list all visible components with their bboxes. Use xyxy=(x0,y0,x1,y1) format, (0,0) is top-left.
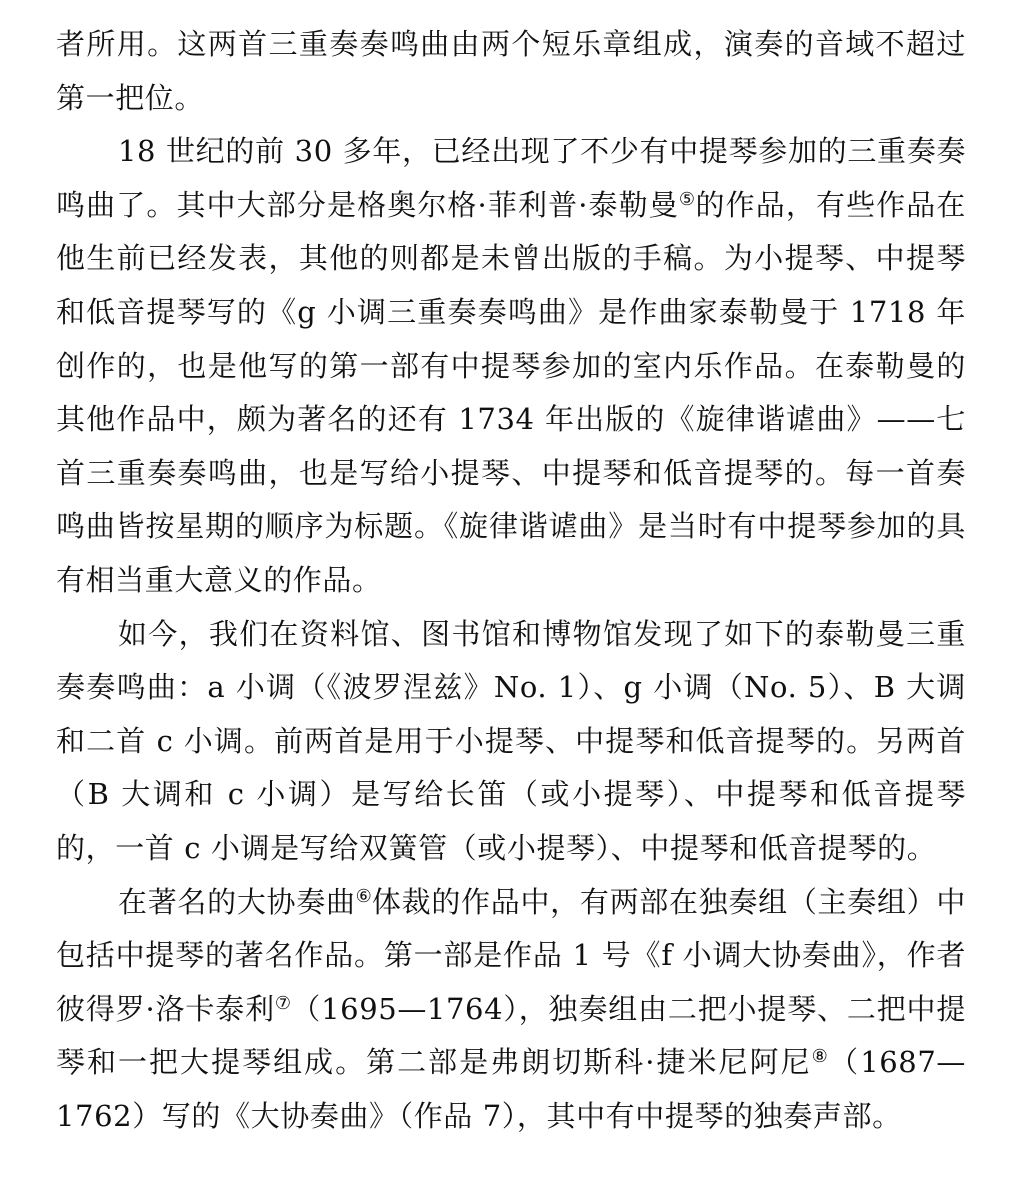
paragraph-4 xyxy=(56,876,966,1144)
footnote-marker-6: ⑥ xyxy=(355,885,372,907)
paragraph-text: （1687—1762）写的《大协奏曲》（作品 7），其中有中提琴的独奏声部。 xyxy=(56,1045,966,1133)
paragraph-text: 者所用。这两首三重奏奏鸣曲由两个短乐章组成，演奏的音域不超过第一把位。 xyxy=(56,27,966,115)
footnote-marker-5: ⑤ xyxy=(678,188,696,210)
paragraph-text: 18 世纪的前 30 多年，已经出现了不少有中提琴参加的三重奏奏鸣曲了。其中大部分是格奥尔格·菲利普·泰勒曼 xyxy=(56,134,966,222)
paragraph-text: 的作品，有些作品在他生前已经发表，其他的则都是未曾出版的手稿。为小提琴、中提琴和低音提琴写的《g 小调三重奏奏鸣曲》是作曲家泰勒曼于 1718 年创作的，也是他写的第一部有中提琴参加的室内乐作品。在泰勒曼的其他作品中，颇为著名的还有 1734 年出版的《旋律谐谑曲》——七首三重奏奏鸣曲，也是写给小提琴、中提琴和低音提琴的。每一首奏鸣曲皆按星期的顺序为标题。《旋律谐谑曲》是当时有中提琴参加的具有相当重大意义的作品。 xyxy=(56,187,966,597)
body-text xyxy=(56,18,966,1143)
paragraph-3 xyxy=(56,608,966,876)
footnote-marker-8: ⑧ xyxy=(811,1046,830,1068)
paragraph-text: （1695—1764），独奏组由二把小提琴、二把中提琴和一把大提琴组成。第二部是弗朗切斯科·捷米尼阿尼 xyxy=(56,991,966,1080)
paragraph-text: 在著名的大协奏曲 xyxy=(118,884,356,919)
paragraph-1 xyxy=(56,18,966,125)
paragraph-text: 体裁的作品中，有两部在独奏组（主奏组）中包括中提琴的著名作品。第一部是作品 1 号《f 小调大协奏曲》，作者彼得罗·洛卡泰利 xyxy=(56,884,966,1026)
paragraph-text: 如今，我们在资料馆、图书馆和博物馆发现了如下的泰勒曼三重奏奏鸣曲：a 小调（《波罗涅兹》No. 1）、g 小调（No. 5）、B 大调和二首 c 小调。前两首是用于小提琴、中提琴和低音提琴的。另两首（B 大调和 c 小调）是写给长笛（或小提琴）、中提琴和低音提琴的，一首 c 小调是写给双簧管（或小提琴）、中提琴和低音提琴的。 xyxy=(56,616,966,865)
footnote-marker-7: ⑦ xyxy=(274,992,292,1014)
paragraph-2 xyxy=(56,125,966,607)
